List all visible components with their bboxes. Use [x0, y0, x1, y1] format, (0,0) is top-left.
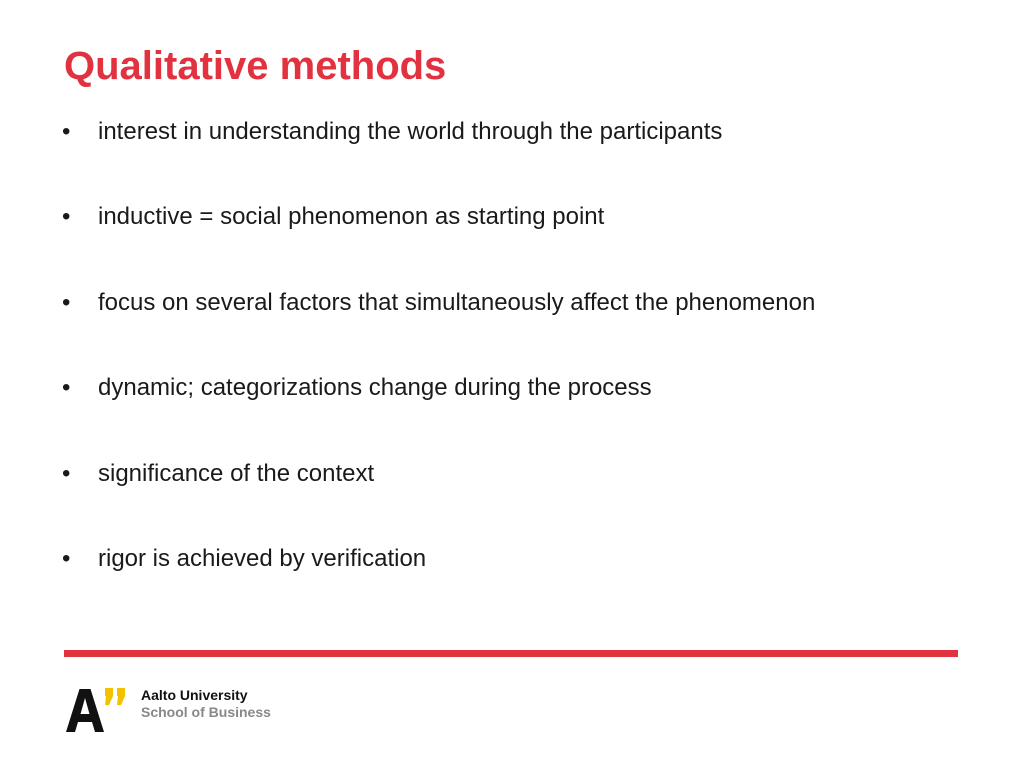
bullet-text: inductive = social phenomenon as starting point — [98, 203, 605, 231]
bullet-item — [56, 289, 815, 374]
logo-school-name: School of Business — [141, 704, 271, 720]
bullet-marker: • — [62, 544, 71, 572]
divider-rule — [64, 650, 958, 657]
bullet-list — [56, 118, 815, 630]
slide-title: Qualitative methods — [64, 44, 447, 88]
bullet-item — [56, 460, 815, 545]
bullet-text: rigor is achieved by verification — [98, 544, 427, 572]
bullet-text: focus on several factors that simultaneously affect the phenomenon — [98, 288, 816, 316]
bullet-item — [56, 545, 815, 630]
bullet-marker: • — [62, 374, 71, 402]
bullet-item — [56, 203, 815, 288]
bullet-marker: • — [62, 288, 71, 316]
aalto-logo — [66, 686, 306, 736]
bullet-marker: • — [62, 203, 71, 231]
bullet-item — [56, 374, 815, 459]
aalto-a-mark-icon — [66, 686, 132, 734]
bullet-text: interest in understanding the world through the participants — [98, 118, 723, 145]
bullet-marker: • — [62, 459, 71, 487]
bullet-item — [56, 118, 815, 203]
bullet-text: dynamic; categorizations change during the process — [98, 374, 652, 402]
bullet-text: significance of the context — [98, 459, 375, 487]
bullet-marker: • — [62, 118, 71, 145]
logo-university-name: Aalto University — [141, 687, 248, 703]
